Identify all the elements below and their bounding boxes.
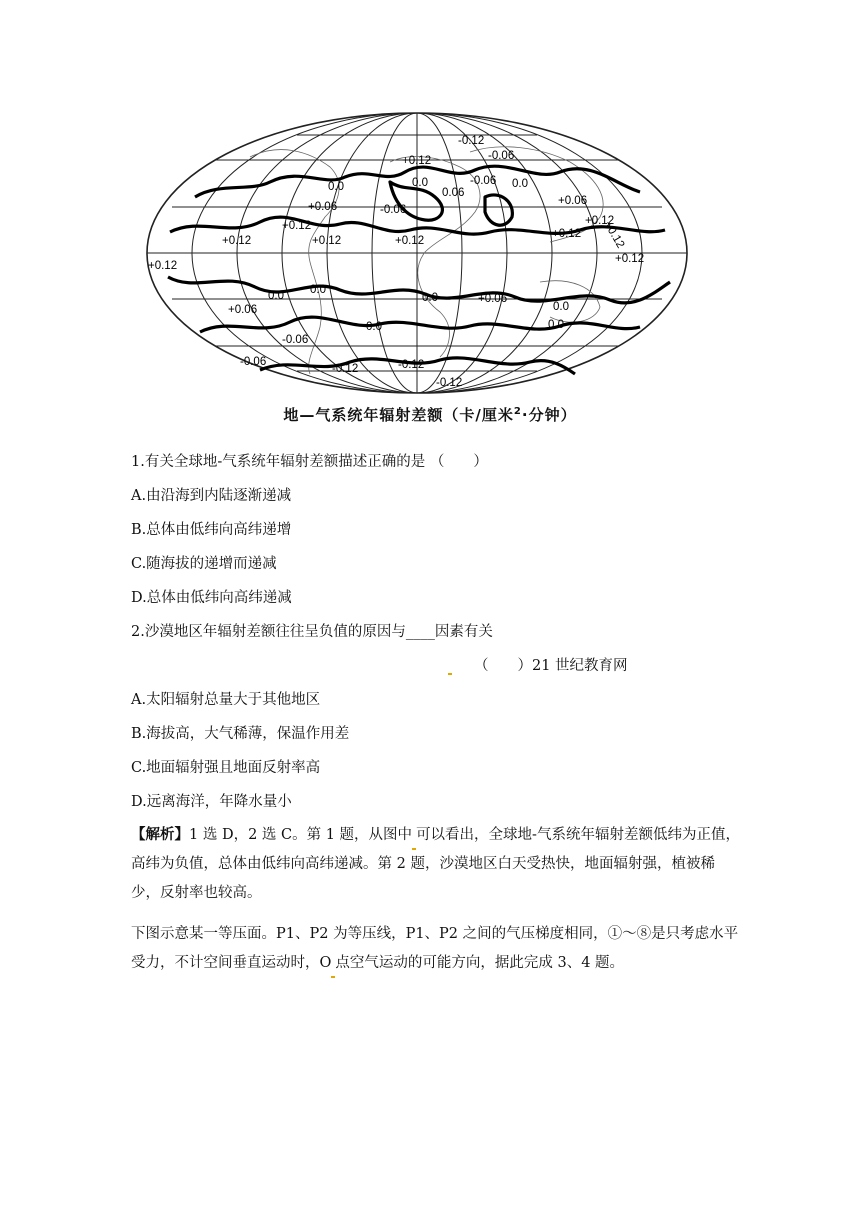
isoline-label: 0.0	[512, 178, 528, 190]
question-2-option-c: C.地面辐射强且地面反射率高	[131, 760, 321, 776]
isoline-label: -0.12	[458, 135, 485, 147]
question-2-option-a: A.太阳辐射总量大于其他地区	[131, 692, 321, 708]
isoline-label: +0.12	[312, 235, 342, 247]
isoline-label: +0.12	[395, 235, 425, 247]
isoline-label: 0.0	[553, 301, 569, 313]
isoline-label: +0.12	[601, 219, 627, 251]
yellow-mark	[331, 976, 335, 978]
isoline-label: -0.06	[488, 150, 515, 162]
isoline-label: +0.12	[615, 253, 645, 265]
isoline-label: +0.12	[585, 215, 615, 227]
intro-text-continued: 点空气运动的可能方向，据此完成 3、4 题。	[335, 955, 625, 971]
isolines	[168, 166, 670, 374]
intro-paragraph	[131, 920, 741, 978]
isoline-label: 0.0	[310, 284, 326, 296]
isoline-label: +0.06	[478, 293, 508, 305]
isoline-label: 0.0	[412, 177, 428, 189]
isoline-label: +0.12	[222, 235, 252, 247]
figure-caption	[0, 404, 860, 425]
analysis-tag: 【解析】	[131, 826, 189, 843]
isoline-label: -0.12	[436, 377, 463, 389]
question-2-tail-text: （ ）21 世纪教育网	[474, 658, 628, 674]
isoline-label: 0.0	[422, 292, 438, 304]
isoline-label: 0.0	[328, 181, 344, 193]
isoline-label: 0.06	[442, 187, 465, 199]
isoline-label: -0.06	[380, 204, 407, 216]
isoline-label: +0.06	[228, 304, 258, 316]
question-2-option-d: D.远离海洋，年降水量小	[131, 794, 292, 810]
isoline-label: +0.12	[402, 155, 432, 167]
question-2-tail	[448, 654, 628, 675]
question-1-option-b: B.总体由低纬向高纬递增	[131, 522, 292, 538]
isoline-label: +0.12	[148, 260, 178, 272]
analysis-paragraph	[131, 820, 741, 908]
question-2-option-b: B.海拔高，大气稀薄，保温作用差	[131, 726, 350, 742]
caption-superscript: 2	[513, 406, 522, 417]
caption-tail: ·分钟）	[521, 406, 577, 424]
analysis-text: 1 选 D，2 选 C。第 1 题，从图中	[189, 827, 413, 843]
isoline-label: -0.06	[282, 334, 309, 346]
question-1-option-c: C.随海拔的递增而递减	[131, 556, 277, 572]
isoline-label: +0.12	[282, 220, 312, 232]
isoline-label: -0.06	[240, 356, 267, 368]
isoline-label: -0.06	[470, 175, 497, 187]
question-2-stem: 2.沙漠地区年辐射差额往往呈负值的原因与____因素有关	[131, 624, 493, 640]
analysis-text-continued: 可以看出，全球地-气系统年辐射差额低纬为正值，高纬为负值，总体由低纬向高纬递减。第 2 题，沙漠地区白天受热快，地面辐射强，植被稀少，反射率也较高。	[131, 827, 740, 901]
world-radiation-map	[140, 112, 695, 402]
isoline-label: +0.06	[308, 201, 338, 213]
question-1-option-a: A.由沿海到内陆逐渐递减	[131, 488, 292, 504]
isoline-label: 0.0	[366, 321, 382, 333]
isoline-label: 0.0	[268, 290, 284, 302]
yellow-mark	[412, 848, 416, 850]
isoline-label: +0.06	[558, 195, 588, 207]
yellow-mark	[448, 673, 452, 675]
caption-text: 地—气系统年辐射差额（卡/厘米	[283, 406, 514, 424]
intro-text: 下图示意某一等压面。P1、P2 为等压线，P1、P2 之间的气压梯度相同，①～⑧是只考虑水平受力，不计空间垂直运动时，O	[131, 926, 739, 971]
question-1-stem: 1.有关全球地-气系统年辐射差额描述正确的是 （ ）	[131, 454, 488, 470]
isoline-label: -0.12	[332, 363, 359, 375]
isoline-label: +0.12	[552, 228, 582, 240]
question-1-option-d: D.总体由低纬向高纬递减	[131, 590, 292, 606]
isoline-label: -0.12	[398, 359, 425, 371]
isoline-label: 0.0	[548, 319, 564, 331]
